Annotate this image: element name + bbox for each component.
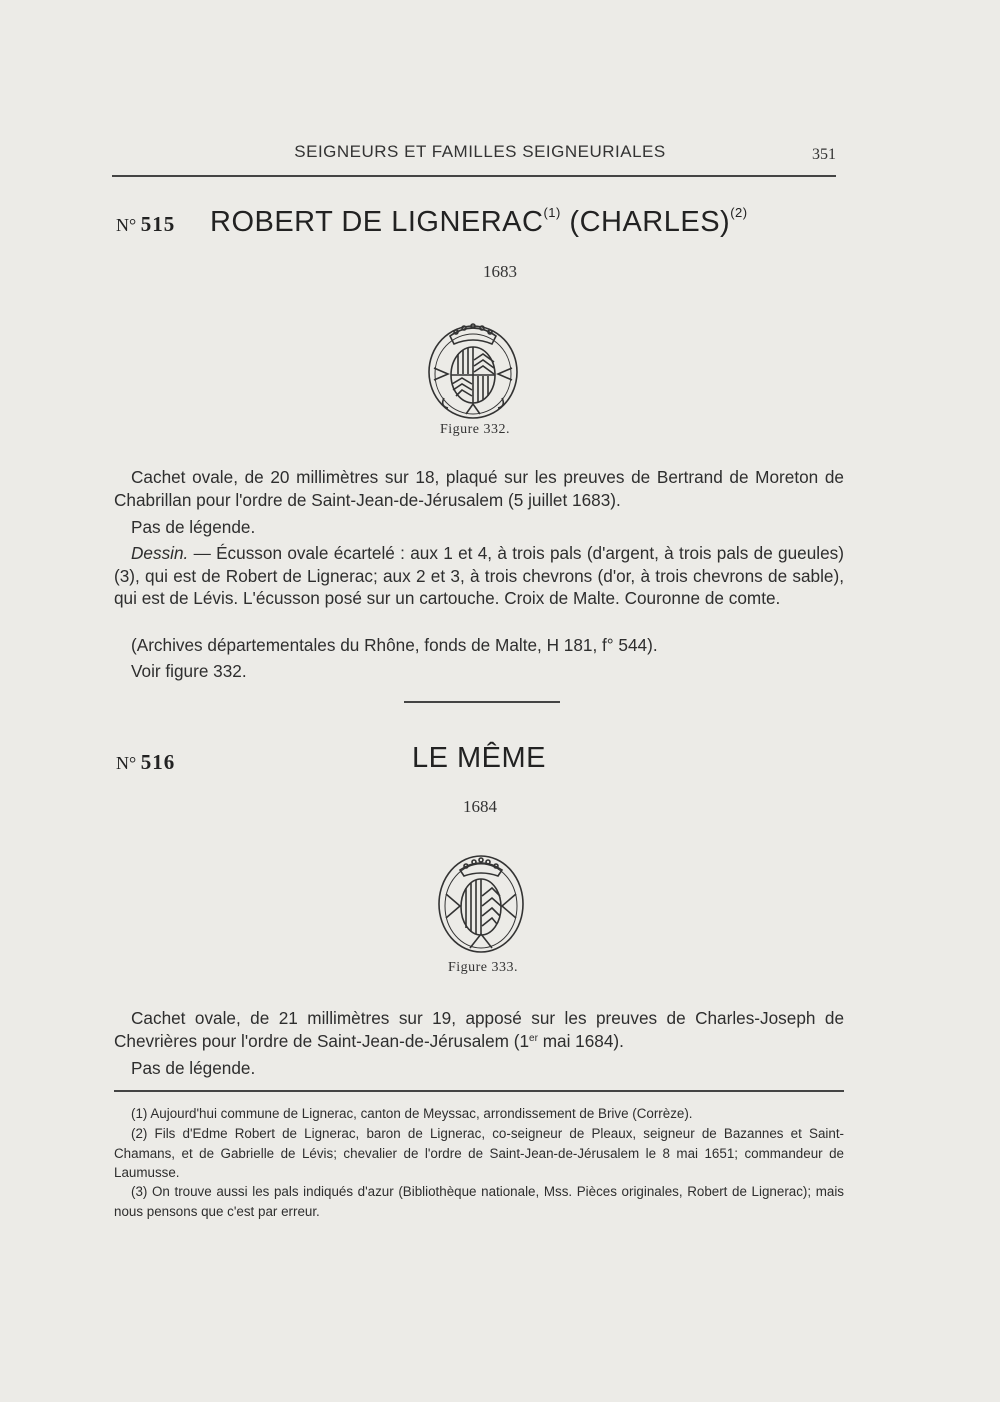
seal-figure-333 — [436, 852, 526, 954]
entry-516-number — [116, 750, 175, 775]
entry-515-title-given: (CHARLES) — [569, 206, 731, 238]
footnote-ref-2: (2) — [730, 205, 748, 220]
entry-516-description-a: Cachet ovale, de 21 millimètres sur 19, apposé sur les preuves de Charles-Joseph de Chevrières pour l'ordre de Saint-Jean-de-Jérusalem (1 — [114, 1008, 844, 1051]
entry-515-drawing — [114, 542, 844, 610]
entry-515-year: 1683 — [483, 262, 517, 281]
footnote-3: (3) On trouve aussi les pals indiqués d'azur (Bibliothèque nationale, Mss. Pièces originales, Robert de Lignerac); mais nous pensons que c'est par erreur. — [114, 1184, 844, 1219]
footnote-rule — [114, 1090, 844, 1092]
figure-333-caption: Figure 333. — [447, 960, 519, 975]
entry-515-description: Cachet ovale, de 20 millimètres sur 18, plaqué sur les preuves de Bertrand de Moreton de Chabrillan pour l'ordre de Saint-Jean-de-Jérusalem (5 juillet 1683). — [114, 467, 844, 510]
entry-515-title — [210, 205, 748, 239]
seal-figure-332 — [426, 318, 520, 420]
entry-515-num: 515 — [140, 212, 176, 236]
footnote-ref-1: (1) — [543, 205, 561, 220]
entry-516-num: 516 — [140, 750, 176, 774]
header-rule — [112, 175, 836, 177]
figure-332-caption: Figure 332. — [439, 422, 511, 437]
drawing-text: — Écusson ovale écartelé : aux 1 et 4, à trois pals (d'argent, à trois pals de gueules) (3), qui est de Robert de Lignerac; aux 2 et 3, à trois chevrons (d'or, à trois chevrons de sable), qui est de Lévis. L'écusson posé sur un cartouche. Croix de Malte. Couronne de comte. — [114, 543, 844, 608]
page-number: 351 — [812, 146, 836, 163]
footnote-1: (1) Aujourd'hui commune de Lignerac, canton de Meyssac, arrondissement de Brive (Corrèze). — [131, 1106, 693, 1121]
entry-516-title: LE MÊME — [412, 742, 547, 774]
running-header-title: SEIGNEURS ET FAMILLES SEIGNEURIALES — [294, 142, 666, 161]
entry-515-legend: Pas de légende. — [131, 517, 256, 537]
entry-515-title-name: ROBERT DE LIGNERAC — [210, 206, 544, 238]
entry-515-number — [116, 212, 175, 237]
entry-516-description — [114, 1007, 844, 1052]
section-divider — [404, 701, 560, 703]
entry-515-prefix: N° — [116, 215, 137, 235]
entry-516-description-sup: er — [529, 1032, 538, 1044]
drawing-label: Dessin. — [131, 543, 189, 563]
entry-516-description-b: mai 1684). — [537, 1030, 624, 1051]
entry-516-legend: Pas de légende. — [131, 1058, 256, 1078]
entry-515-see-figure: Voir figure 332. — [131, 661, 247, 681]
entry-515-source: (Archives départementales du Rhône, fonds de Malte, H 181, f° 544). — [131, 635, 658, 655]
entry-516-prefix: N° — [116, 753, 137, 773]
footnote-2: (2) Fils d'Edme Robert de Lignerac, baron de Lignerac, co-seigneur de Pleaux, seigneur de Bazannes et Saint-Chamans, et de Gabrielle de Lévis; chevalier de l'ordre de Saint-Jean-de-Jérusalem le 8 mai 1651; commandeur de Laumusse. — [114, 1126, 844, 1180]
entry-516-year: 1684 — [463, 797, 497, 816]
